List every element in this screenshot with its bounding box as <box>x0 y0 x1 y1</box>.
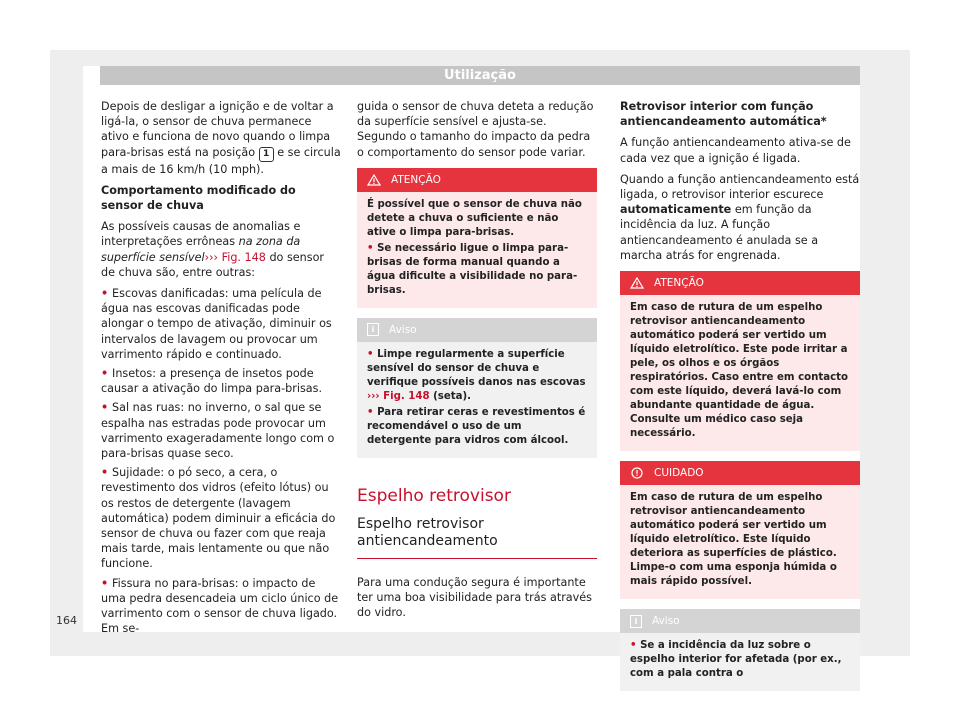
text: (seta). <box>429 390 472 402</box>
warning-triangle-icon <box>630 277 644 289</box>
text: em função da incidência da luz. A função antiencandeamento é anulada se a marcha atrás for engrenada. <box>620 203 819 262</box>
text: Limpe regularmente a superfície sensível do sensor de chuva e verifique possíveis danos nas escovas <box>367 348 586 388</box>
figure-link[interactable]: ››› Fig. 148 <box>204 250 266 264</box>
note-label: Aviso <box>652 615 680 628</box>
caution-text: Em caso de rutura de um espelho retrovisor antiencandeamento automático poderá ser vertido um líquido eletrolítico. Este líquido deteriora as superfícies de plástico. Limpe-o com uma esponja húmida o mais rápido possível. <box>630 492 837 588</box>
section-heading: Comportamento modificado do sensor de chuva <box>101 183 296 213</box>
column-middle <box>357 99 597 626</box>
note-box <box>357 318 597 458</box>
note-body <box>620 633 860 691</box>
info-icon: i <box>630 615 642 628</box>
note-list-item <box>367 348 589 404</box>
list-item: • Fissura no para-brisas: o impacto de uma pedra desencadeia um ciclo único de varrimento com o sensor de chuva ligado. Em se- <box>101 576 341 637</box>
warning-label: ATENÇÃO <box>391 173 441 186</box>
list-item: • Insetos: a presença de insetos pode causar a ativação do limpa para-brisas. <box>101 366 341 396</box>
caution-label: CUIDADO <box>654 467 704 480</box>
text: do sensor de chuva são, entre outras: <box>101 250 325 279</box>
column-left <box>101 99 341 641</box>
warning-box <box>357 168 597 308</box>
paragraph: guida o sensor de chuva deteta a redução da superfície sensível e ajusta-se. Segundo o tamanho do impacto da pedra o comportamento do sensor pode variar. <box>357 100 594 159</box>
paragraph: A função antiencandeamento ativa-se de cada vez que a ignição é ligada. <box>620 136 851 165</box>
position-marker: 1 <box>259 147 274 162</box>
text: Quando a função antiencandeamento está ligada, o retrovisor interior escurece <box>620 172 860 202</box>
warning-text: Em caso de rutura de um espelho retrovisor antiencandeamento automático poderá ser vertido um líquido eletrolítico. Este pode irritar a pele, os olhos e os órgãos respiratórios. Caso entre em contacto com este líquido, deverá lavá-lo com abundante quantidade de água. Consulte um médico caso seja necessário. <box>630 302 849 440</box>
warning-list-item: • Se necessário ligue o limpa para-brisas de forma manual quando a água dificulte a visibilidade no para-brisas. <box>367 242 589 298</box>
text: Depois de desligar a ignição e de voltar a ligá-la, o sensor de chuva permanece ativo e funciona de novo quando o limpa para-brisas está na posição <box>101 100 334 159</box>
text-bold: automaticamente <box>620 203 732 217</box>
paragraph <box>101 99 341 177</box>
column-right <box>620 99 860 701</box>
warning-header <box>620 271 860 295</box>
page-number: 164 <box>56 614 77 627</box>
section-divider <box>357 558 597 559</box>
note-list-item: • Se a incidência da luz sobre o espelho interior for afetada (por ex., com a pala contra o <box>630 639 852 681</box>
paragraph <box>101 219 341 280</box>
text: e se circula a mais de 16 km/h (10 mph). <box>101 145 341 176</box>
note-header <box>620 609 860 633</box>
warning-triangle-icon <box>367 174 381 186</box>
warning-box <box>620 271 860 451</box>
caution-body <box>620 485 860 599</box>
section-subtitle: Espelho retrovisor antiencandeamento <box>357 515 498 549</box>
warning-header <box>357 168 597 192</box>
caution-box <box>620 461 860 599</box>
warning-body <box>357 192 597 308</box>
note-label: Aviso <box>389 323 417 336</box>
text-italic: na zona da superfície sensível <box>101 235 301 264</box>
warning-label: ATENÇÃO <box>654 277 704 290</box>
list-item: • Escovas danificadas: uma película de água nas escovas danificadas pode alongar o tempo de ativação, diminuir os intervalos de lavagem ou provocar um varrimento rápido e continuado. <box>101 286 341 362</box>
list-item: • Sal nas ruas: no inverno, o sal que se espalha nas estradas pode provocar um varrimento exageradamente longo com o para-brisas quase seco. <box>101 400 341 461</box>
note-body <box>357 342 597 458</box>
caution-circle-icon <box>630 467 644 479</box>
text: As possíveis causas de anomalias e interpretações errôneas <box>101 220 301 249</box>
note-list-item: • Para retirar ceras e revestimentos é recomendável o uso de um detergente para vidros com álcool. <box>367 406 589 448</box>
note-header <box>357 318 597 342</box>
section-heading: Retrovisor interior com função antiencandeamento automática* <box>620 100 827 129</box>
paragraph: Para uma condução segura é importante ter uma boa visibilidade para trás através do vidro. <box>357 575 592 620</box>
info-icon: i <box>367 323 379 336</box>
figure-link[interactable]: ››› Fig. 148 <box>367 390 430 402</box>
note-box <box>620 609 860 691</box>
page-header: Utilização <box>100 66 860 85</box>
list-item: • Sujidade: o pó seco, a cera, o revestimento dos vidros (efeito lótus) ou os restos de detergente (lavagem automática) podem diminuir a eficácia do sensor de chuva ou fazer com que reaja mais tarde, mais lentamente ou que não funcione. <box>101 465 341 571</box>
warning-body <box>620 295 860 451</box>
caution-header <box>620 461 860 485</box>
warning-text: É possível que o sensor de chuva não detete a chuva o suficiente e não ative o limpa para-brisas. <box>367 198 582 238</box>
paragraph <box>620 172 860 263</box>
section-title: Espelho retrovisor <box>357 485 511 506</box>
